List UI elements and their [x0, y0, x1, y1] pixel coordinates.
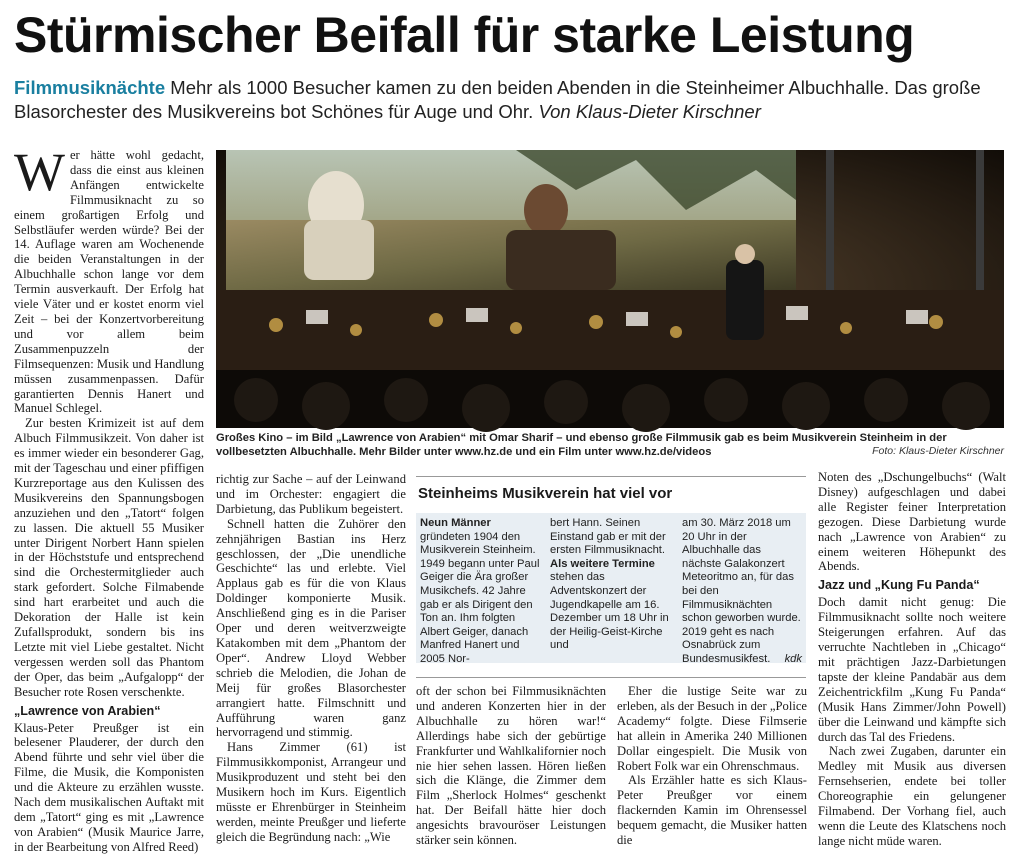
- info-box-column-2: bert Hann. Seinen Einstand gab er mit der ersten Filmmusiknacht. Als weitere Termine stehen das Adventskonzert der Jugendkapelle am 16. Dezember um 18 Uhr in der Heilig-Geist-Kirche und: [550, 517, 669, 652]
- article-column-5: [818, 470, 1006, 848]
- paragraph: Schnell hatten die Zuhörer den zehnjährigen Bastian ins Herz geschlossen, der „Die unendliche Geschichte“ las und erlebte. Viel Applaus gab es für die von Klaus Doldinger komponierte Musik. Anschließend ging es in die Pariser Oper und deren weitverzweigte Katakomben mit dem „Phantom der Oper“. Andrew Lloyd Webber schrieb die Melodien, die Johan de Meij für großes Blasorchester arrangiert hatte. Filmschnitt und Aufführung waren ganz hervorragend und stimmig.: [216, 516, 406, 740]
- paragraph: Klaus-Peter Preußger ist ein belesener Plauderer, der durch den Abend führte und sehr viel über die Filme, die Musik, die Komponisten und die Akteure zu erzählen wusste. Nach dem musikalischen Auftakt mit dem „Tatort“ ging es mit „Lawrence von Arabien“ (Musik Maurice Jarre, in der Bearbeitung von Alfred Reed): [14, 720, 204, 854]
- subheading: „Lawrence von Arabien“: [14, 703, 161, 718]
- paragraph: Doch damit nicht genug: Die Filmmusiknacht sollte noch weitere Steigerungen erfahren. Auf das verruchte Nachtleben in „Chicago“ mit prächtigen Jazz-Darbietungen tapste der kleine Pandabär aus dem Zeichentrickfilm „Kung Fu Panda“ (Musik Hans Zimmer/John Powell) über die Leinwand und kämpfte sich durch das Tal des Friedens.: [818, 595, 1006, 744]
- article-column-1: [14, 142, 204, 854]
- paragraph: Zur besten Krimizeit ist auf dem Albuch Filmmusikzeit. Von daher ist es immer wieder ein besonderer Gag, mit der Tageschau und einer pfiffigen Kurzreportage aus den Kulissen des Musikvereins den Spannungsbogen anzuziehen und den „Tatort“ folgen zu lassen. Die aktuell 55 Musiker unter Dirigent Norbert Hann spielen in der Höchststufe und entsprechend sind die Orchestermitglieder auch stark gefordert. Solche Filmabende sind hart erarbeitet und auch die Dekoration der Halle ist kein Zufallsprodukt, sondern bis ins Letzte mit viel Liebe gestaltet. Nicht vergessen werden soll das Phantom der Oper, das beim „Aufgalopp“ der Besucher rote Rosen verschenkte.: [14, 416, 204, 699]
- photo-credit: Foto: Klaus-Dieter Kirschner: [872, 445, 1004, 457]
- article-column-4: [617, 684, 807, 848]
- deck: [14, 76, 1009, 124]
- article-column-3: [416, 684, 606, 848]
- info-box-column-1: Neun Männer gründeten 1904 den Musikverein Steinheim. 1949 begann unter Paul Geiger die Ära großer Musikchefs. 42 Jahre gab er als Dirigent den Ton an. Ihm folgten Albert Geiger, danach Manfred Hanert und 2005 Nor-: [420, 517, 540, 665]
- paragraph: oft der schon bei Filmmusiknächten und anderen Konzerten hier in der Albuchhalle zu hören war!“ Allerdings habe sich der gebürtige Frankfurter und Wahlkalifornier noch nie hier sehen lassen. Hören ließen sich die Klänge, die Zimmer dem Film „Sherlock Holmes“ geschenkt hat. Der Beifall hätte hier doch angesichts bravouröser Leistungen stärker sein können.: [416, 684, 606, 848]
- paragraph: richtig zur Sache – auf der Leinwand und im Orchester: engagiert die Darbietung, das Publikum begeistert.: [216, 472, 406, 516]
- photo-caption: Großes Kino – im Bild „Lawrence von Arabien“ mit Omar Sharif – und ebenso große Filmmusik gab es beim Musikverein Steinheim in der vollbesetzten Albuchhalle. Mehr Bilder unter www.hz.de und ein Film unter www.hz.de/videos: [216, 432, 947, 458]
- info-box-column-3: am 30. März 2018 um 20 Uhr in der Albuchhalle das nächste Galakonzert Meteoritmo an, für das bei den Filmmusiknächten schon geworben wurde. 2019 geht es nach Osnabrück zum Bundesmusikfest. kdk: [682, 517, 802, 665]
- drop-cap: W: [14, 142, 65, 202]
- paragraph: Eher die lustige Seite war zu erleben, als der Besuch in der „Police Academy“ folgte. Diese Filmserie hat allein in Amerika 240 Millionen Dollar eingespielt. Die Musik von Robert Folk war ein Ohrenschmaus.: [617, 684, 807, 773]
- paragraph: Hans Zimmer (61) ist Filmmusikkomponist, Arrangeur und Musikproduzent und steht bei den Musikern hoch im Kurs. Eigentlich müsste er Ehrenbürger in Steinheim werden, meinte Preußger und lieferte gleich die Begründung nach: „Wie: [216, 740, 406, 844]
- paragraph: Als Erzähler hatte es sich Klaus-Peter Preußger vor einem flackernden Kamin im Ohrensessel bequem gemacht, die Musiker hatten die: [617, 773, 807, 848]
- deck-kicker: Filmmusiknächte: [14, 77, 166, 98]
- paragraph: Wer hätte wohl gedacht, dass die einst aus kleinen Anfängen entwickelte Filmmusiknacht zu so einem großartigen Erfolg und Selbstläufer werden würde? Bei der 14. Auflage waren am Wochenende die beiden Veranstaltungen in der Albuchhalle schon lange vor dem Termin ausverkauft. Der Erfolg hat viele Väter und er kostet enorm viel Zeit – bei der Konzertvorbereitung und vor allem beim Zusammenpuzzeln der Filmsequenzen: Musik und Handlung müssen zusammenpassen. Dafür garantierten Dennis Hanert und Manuel Schlegel.: [14, 142, 204, 416]
- info-box: [416, 476, 806, 678]
- article-column-2: [216, 472, 406, 844]
- info-box-signature: kdk: [784, 652, 802, 665]
- deck-text: Mehr als 1000 Besucher kamen zu den beiden Abenden in die Steinheimer Albuchhalle. Das große Blasorchester des Musikvereins bot Schönes für Auge und Ohr.: [14, 77, 981, 122]
- headline: Stürmischer Beifall für starke Leistung: [14, 7, 915, 63]
- paragraph: Noten des „Dschungelbuchs“ (Walt Disney) aufgeschlagen und dabei alle Register feiner Interpretation gezogen. Diese Darbietung wurde nach „Lawrence von Arabien“ zu einem weiteren Höhepunkt des Abends.: [818, 470, 1006, 574]
- deck-byline: Von Klaus-Dieter Kirschner: [538, 101, 761, 122]
- concert-photo-illustration: [216, 150, 1004, 428]
- paragraph: Nach zwei Zugaben, darunter ein Medley mit Musik aus diversen Fernsehserien, endete bei toller Choreographie ein gelungener Filmabend. Der Vorhang fiel, auch wenn die Leute des Klatschens noch lange nicht müde waren.: [818, 744, 1006, 848]
- info-box-title: Steinheims Musikverein hat viel vor: [418, 485, 673, 502]
- subheading: Jazz und „Kung Fu Panda“: [818, 578, 980, 593]
- concert-photo: [216, 150, 1004, 428]
